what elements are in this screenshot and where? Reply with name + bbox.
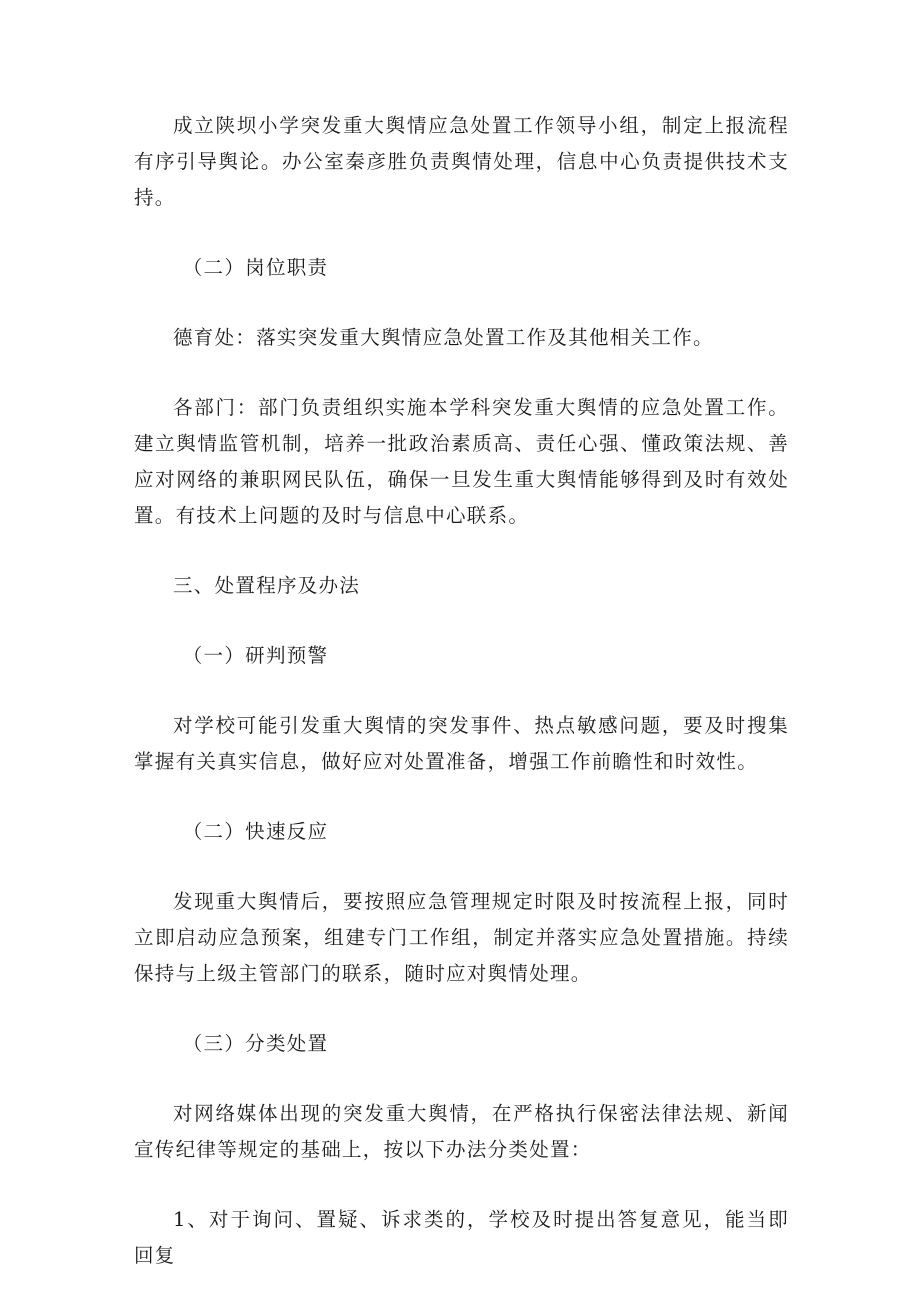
paragraph-leadership-group: 成立陕坝小学突发重大舆情应急处置工作领导小组，制定上报流程有序引导舆论。办公室秦彦胜负责舆情处理，信息中心负责提供技术支持。 [134,114,789,209]
paragraph-early-warning: 对学校可能引发重大舆情的突发事件、热点敏感问题，要及时搜集掌握有关真实信息，做好应对处置准备，增强工作前瞻性和时效性。 [134,714,789,773]
document-body [134,108,789,1308]
subheading-rapid-response: （二）快速反应 [182,820,329,843]
paragraph-item-1: 1、对于询问、置疑、诉求类的，学校及时提出答复意见，能当即回复 [134,1208,789,1267]
paragraph-departments: 各部门：部门负责组织实施本学科突发重大舆情的应急处置工作。建立舆情监管机制，培养一批政治素质高、责任心强、懂政策法规、善应对网络的兼职网民队伍，确保一旦发生重大舆情能够得到及时有效处置。有技术上问题的及时与信息中心联系。 [134,396,789,527]
paragraph-moral-education-office: 德育处：落实突发重大舆情应急处置工作及其他相关工作。 [173,326,714,349]
paragraph-classified-handling: 对网络媒体出现的突发重大舆情，在严格执行保密法律法规、新闻宣传纪律等规定的基础上，按以下办法分类处置： [134,1102,789,1161]
subheading-classified-handling: （三）分类处置 [182,1032,329,1055]
section-heading-procedures: 三、处置程序及办法 [173,574,361,597]
paragraph-rapid-response: 发现重大舆情后，要按照应急管理规定时限及时按流程上报，同时立即启动应急预案，组建专门工作组，制定并落实应急处置措施。持续保持与上级主管部门的联系，随时应对舆情处理。 [134,890,789,985]
subheading-early-warning: （一）研判预警 [182,644,329,667]
subheading-job-duties: （二）岗位职责 [182,256,329,279]
